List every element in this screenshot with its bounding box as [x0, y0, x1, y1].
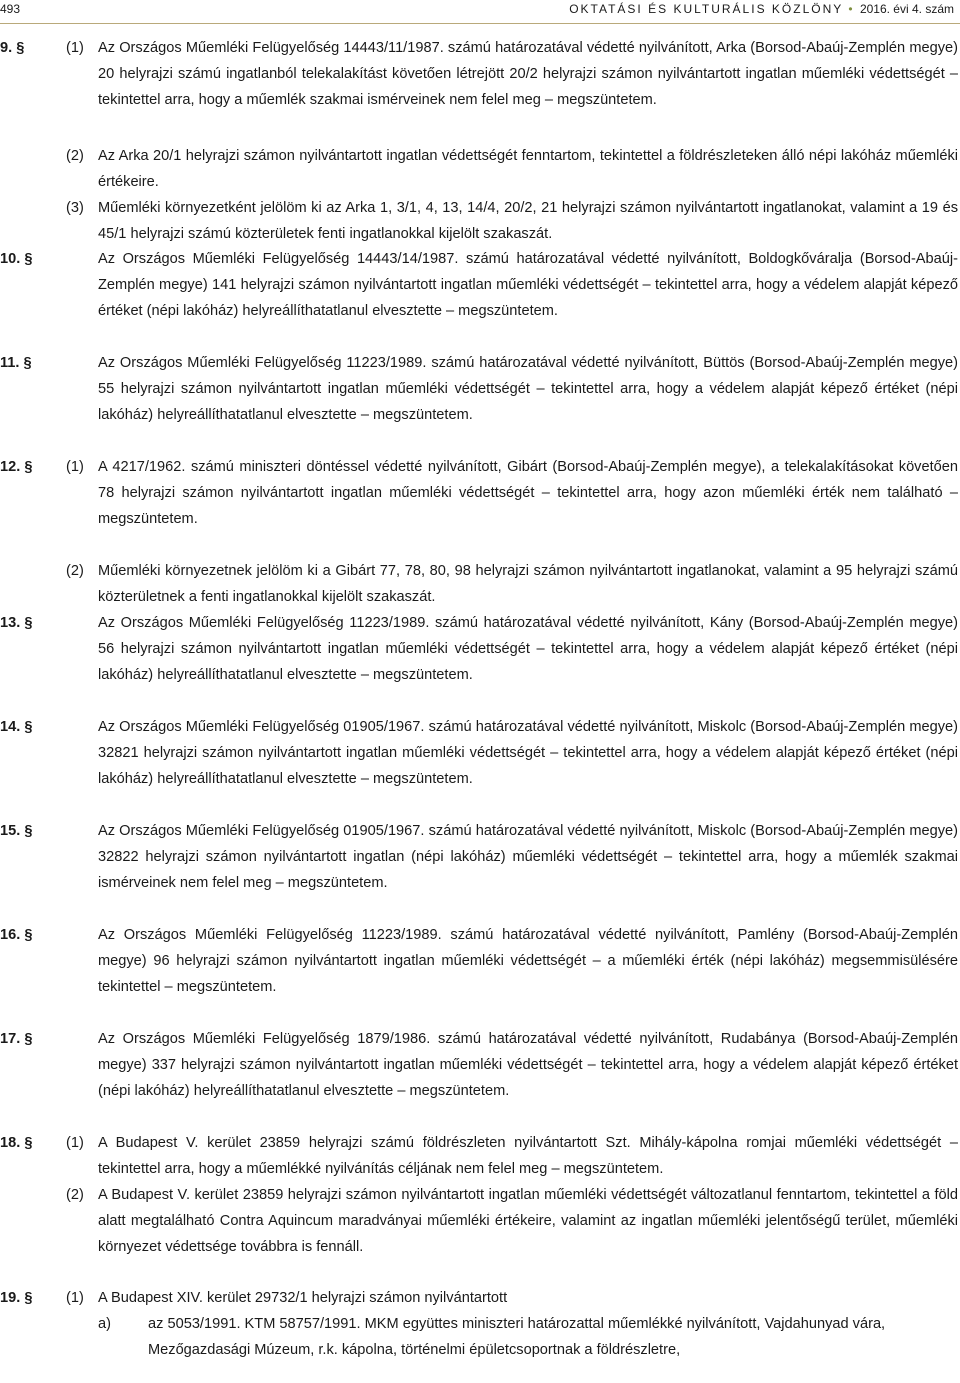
paragraph-text: A Budapest XIV. kerület 29732/1 helyrajzi számon nyilvántartott [98, 1290, 508, 1306]
paragraph-text: A Budapest V. kerület 23859 helyrajzi számú földrészleten nyilvántartott Szt. Mihály-kápolna romjai műemléki védettségét – tekintettel arra, hogy a műemlékké nyilvánítás céljának nem felel meg – megszüntetem. [98, 1135, 958, 1178]
paragraph-label: (2) [66, 563, 84, 579]
paragraph-text: Az Országos Műemléki Felügyelőség 11223/1989. számú határozatával védetté nyilvánított, Kány (Borsod-Abaúj-Zemplén megye) 56 helyrajzi számon nyilvántartott ingatlan műemléki védettségét – tekintettel arra, hogy a védelem alapját képező értéket (népi lakóház) helyreállíthatatlanul elvesztette – megszüntetem. [98, 615, 958, 684]
paragraph-label: (1) [66, 1135, 84, 1151]
page-header [0, 0, 960, 24]
paragraph-text: A Budapest V. kerület 23859 helyrajzi számon nyilvántartott ingatlan műemléki védettségét változatlanul fenntartom, tekintettel a föld alatt megtalálható Contra Aquincum maradványai műemléki értékeire, valamint az ingatlan műemléki jelentőségű terület, műemléki környezet védettsége továbbra is fennáll. [98, 1187, 958, 1256]
journal-title [569, 2, 954, 16]
paragraph-label: (1) [66, 1290, 84, 1306]
section-number: 19. § [0, 1290, 33, 1306]
section-number: 11. § [0, 355, 32, 371]
paragraph-text: Az Arka 20/1 helyrajzi számon nyilvántartott ingatlan védettségét fenntartom, tekintettel a földrészleteken álló népi lakóház műemléki értékeire. [98, 148, 958, 191]
paragraph-text: Az Országos Műemléki Felügyelőség 01905/1967. számú határozatával védetté nyilvánított, Miskolc (Borsod-Abaúj-Zemplén megye) 32821 helyrajzi számon nyilvántartott ingatlan műemléki védettségét – tekintettel arra, hogy a védelem alapját képező értéket (népi lakóház) helyreállíthatatlanul elvesztette – megszüntetem. [98, 719, 958, 788]
section-number: 15. § [0, 823, 33, 839]
journal-name: OKTATÁSI ÉS KULTURÁLIS KÖZLÖNY [569, 2, 844, 16]
paragraph-text: Az Országos Műemléki Felügyelőség 14443/14/1987. számú határozatával védetté nyilvánított, Boldogkőváralja (Borsod-Abaúj-Zemplén megye) 141 helyrajzi számon nyilvántartott ingatlan műemléki védettségét – tekintettel arra, hogy a védelem alapját képező értéket (népi lakóház) helyreállíthatatlanul elvesztette – megszüntetem. [98, 251, 958, 320]
paragraph-text: A 4217/1962. számú miniszteri döntéssel védetté nyilvánított, Gibárt (Borsod-Abaúj-Zemplén megye), a telekalakításokat követően 78 helyrajzi számon nyilvántartott ingatlan műemléki védettségét – tekintettel arra, hogy azon műemléki érték nem található – megszüntetem. [98, 459, 958, 528]
paragraph-label: (2) [66, 148, 84, 164]
paragraph-text: Az Országos Műemléki Felügyelőség 11223/1989. számú határozatával védetté nyilvánított, Büttös (Borsod-Abaúj-Zemplén megye) 55 helyrajzi számon nyilvántartott ingatlan műemléki védettségét – tekintettel arra, hogy a védelem alapját képező értéket (népi lakóház) helyreállíthatatlanul elvesztette – megszüntetem. [98, 355, 958, 424]
paragraph-label: (3) [66, 200, 84, 216]
page-number: 493 [0, 2, 21, 16]
section-number: 9. § [0, 40, 25, 56]
section-number: 10. § [0, 251, 33, 267]
section-number: 16. § [0, 927, 33, 943]
paragraph-text: Az Országos Műemléki Felügyelőség 1879/1986. számú határozatával védetté nyilvánított, Rudabánya (Borsod-Abaúj-Zemplén megye) 337 helyrajzi számon nyilvántartott ingatlan műemléki védettségét – tekintettel arra, hogy a védelem alapját képező értéket (népi lakóház) helyreállíthatatlanul elvesztette – megszüntetem. [98, 1031, 958, 1100]
paragraph-label: (2) [66, 1187, 84, 1203]
paragraph-text: Az Országos Műemléki Felügyelőség 11223/1989. számú határozatával védetté nyilvánított, Pamlény (Borsod-Abaúj-Zemplén megye) 96 helyrajzi számon nyilvántartott ingatlan műemléki védettségét – a műemléki érték (népi lakóház) megsemmisülésére tekintettel – megszüntetem. [98, 927, 958, 996]
item-text: az 5053/1991. KTM 58757/1991. MKM együttes miniszteri határozattal műemlékké nyilvánított, Vajdahunyad vára, Mezőgazdasági Múzeum, r.k. kápolna, történelmi épületcsoportnak a földrészletre, [148, 1316, 886, 1359]
section-number: 17. § [0, 1031, 33, 1047]
paragraph-text: Műemléki környezetnek jelölöm ki a Gibárt 77, 78, 80, 98 helyrajzi számon nyilvántartott ingatlanokat, valamint a 95 helyrajzi számú közterületnek a fenti ingatlanokkal kijelölt szakaszát. [98, 563, 958, 606]
section-number: 12. § [0, 459, 33, 475]
section-number: 13. § [0, 615, 33, 631]
section-number: 18. § [0, 1135, 33, 1151]
paragraph-label: (1) [66, 40, 84, 56]
paragraph-text: Műemléki környezetként jelölöm ki az Arka 1, 3/1, 4, 13, 14/4, 20/2, 21 helyrajzi számon nyilvántartott ingatlanokat, valamint a 19 és 45/1 helyrajzi számú közterületek fenti ingatlanokkal kijelölt szakaszát. [98, 200, 958, 243]
section-number: 14. § [0, 719, 33, 735]
header-separator: • [848, 2, 855, 16]
paragraph-text: Az Országos Műemléki Felügyelőség 14443/11/1987. számú határozatával védetté nyilvánított, Arka (Borsod-Abaúj-Zemplén megye) 20 helyrajzi számú ingatlanból telekalakítást követően létrejött 20/2 helyrajzi számon nyilvántartott ingatlan műemléki védettségét – tekintettel arra, hogy a műemlék szakmai ismérveinek nem felel meg – megszüntetem. [98, 40, 958, 109]
item-label: a) [98, 1316, 111, 1332]
header-rule [0, 23, 960, 24]
paragraph-label: (1) [66, 459, 84, 475]
paragraph-text: Az Országos Műemléki Felügyelőség 01905/1967. számú határozatával védetté nyilvánított, Miskolc (Borsod-Abaúj-Zemplén megye) 32822 helyrajzi számon nyilvántartott ingatlan (népi lakóház) műemléki védettségét – tekintettel arra, hogy a műemlék szakmai ismérveinek nem felel meg – megszüntetem. [98, 823, 958, 892]
issue-label: 2016. évi 4. szám [859, 2, 954, 16]
